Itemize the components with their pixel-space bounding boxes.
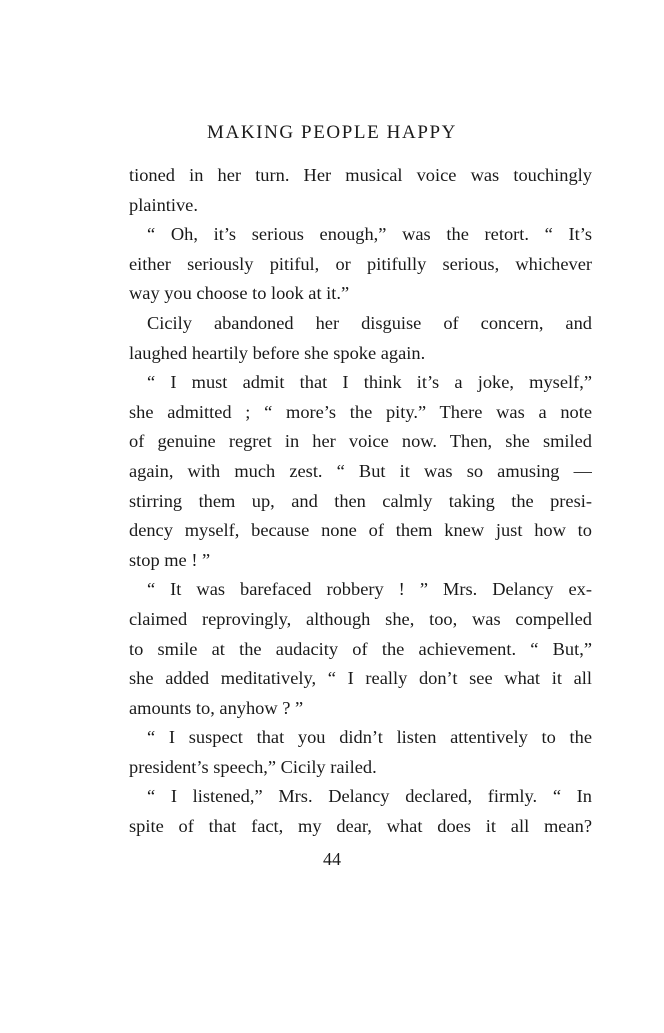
text-line: “ Oh, it’s serious enough,” was the retort. “ It’s <box>147 224 592 245</box>
text-line: to smile at the audacity of the achievement. “ But,” <box>129 638 592 659</box>
text-line: dency myself, because none of them knew just how to <box>129 520 592 541</box>
body-text <box>129 161 592 842</box>
text-line: she admitted ; “ more’s the pity.” There was a note <box>129 401 592 422</box>
text-line: of genuine regret in her voice now. Then, she smiled <box>129 431 592 452</box>
page-number: 44 <box>323 849 341 869</box>
text-line: stirring them up, and then calmly taking the presi- <box>129 490 592 511</box>
text-line: claimed reprovingly, although she, too, was compelled <box>129 608 592 629</box>
text-line: laughed heartily before she spoke again. <box>129 342 426 363</box>
text-line: “ I must admit that I think it’s a joke, myself,” <box>147 372 592 393</box>
text-line: she added meditatively, “ I really don’t see what it all <box>129 668 592 689</box>
text-line: stop me ! ” <box>129 549 211 570</box>
running-head: MAKING PEOPLE HAPPY <box>207 122 457 143</box>
text-line: president’s speech,” Cicily railed. <box>129 756 377 777</box>
text-line: way you choose to look at it.” <box>129 283 350 304</box>
text-line: either seriously pitiful, or pitifully serious, whichever <box>129 253 592 274</box>
text-line: “ I suspect that you didn’t listen attentively to the <box>147 727 592 748</box>
text-line: spite of that fact, my dear, what does it all mean? <box>129 816 592 837</box>
text-line: Cicily abandoned her disguise of concern, and <box>147 312 592 333</box>
text-line: tioned in her turn. Her musical voice was touchingly <box>129 165 592 185</box>
text-line: “ I listened,” Mrs. Delancy declared, firmly. “ In <box>147 786 592 807</box>
text-line: “ It was barefaced robbery ! ” Mrs. Delancy ex- <box>147 579 592 600</box>
text-line: again, with much zest. “ But it was so amusing — <box>129 460 592 481</box>
text-line: plaintive. <box>129 194 198 215</box>
text-line: amounts to, anyhow ? ” <box>129 697 304 718</box>
